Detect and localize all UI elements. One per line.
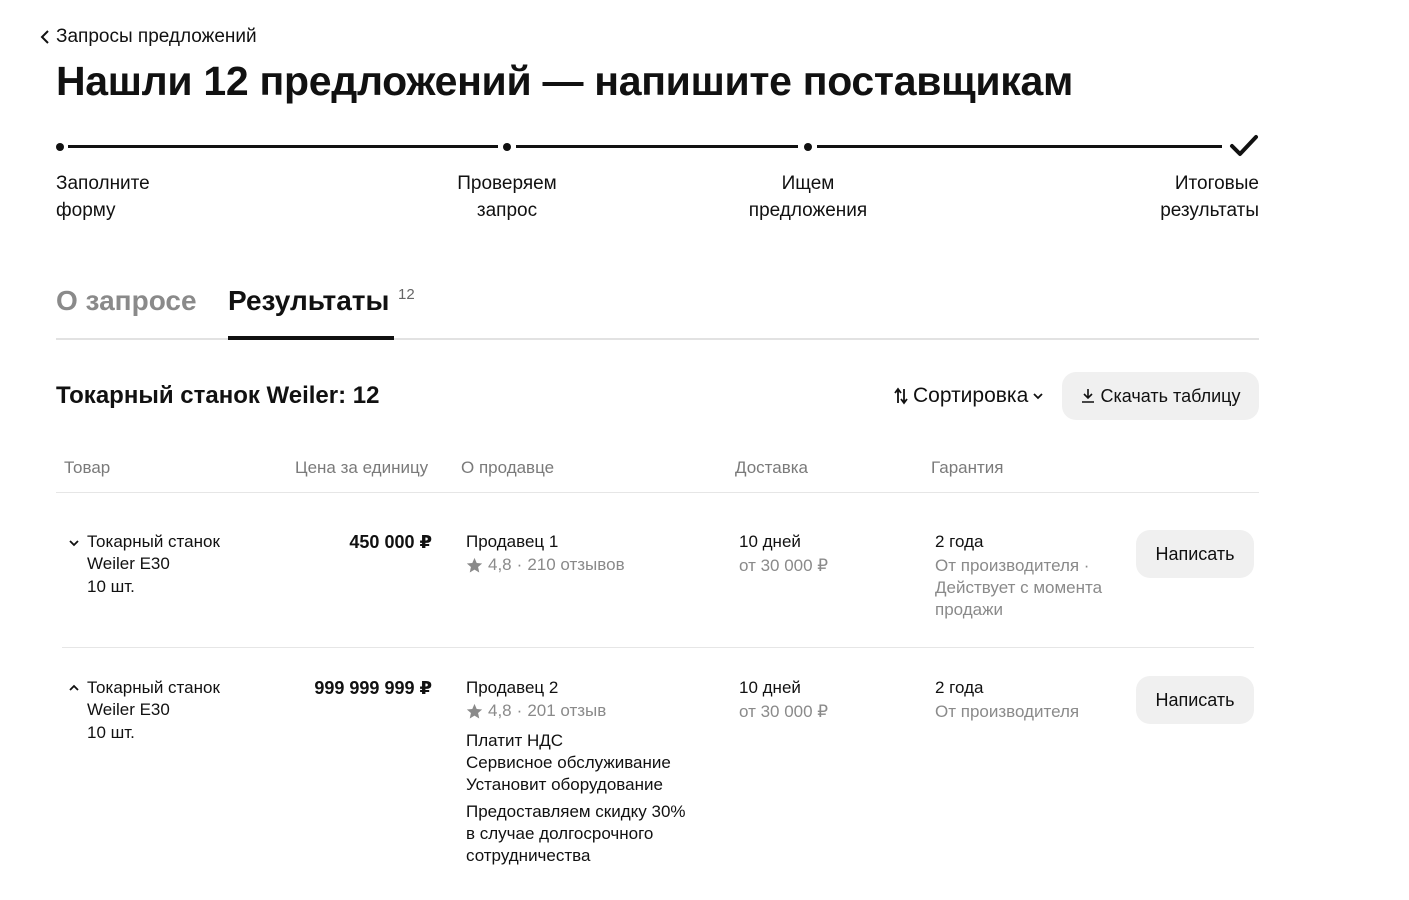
table-header-divider (56, 492, 1259, 493)
column-header-seller: О продавце (461, 458, 555, 477)
download-table-button[interactable] (1062, 372, 1259, 420)
chevron-up-icon[interactable] (68, 683, 80, 693)
write-seller-button[interactable]: Написать (1136, 676, 1254, 724)
reviews-count: 201 отзыв (527, 701, 607, 720)
active-tab-indicator (228, 336, 394, 340)
back-link[interactable] (40, 26, 257, 48)
step-dot-3 (804, 143, 812, 151)
step-dot-2 (503, 143, 511, 151)
step-line-1 (68, 145, 498, 148)
tab-results[interactable]: Результаты (228, 285, 390, 316)
unit-price: 450 000 ₽ (349, 532, 432, 552)
rating-value: 4,8 (488, 701, 512, 720)
tab-about-request[interactable]: О запросе (56, 285, 197, 316)
rating-separator: · (516, 555, 523, 574)
feature-item: Сервисное обслуживание (466, 753, 671, 772)
column-header-delivery: Доставка (735, 458, 809, 477)
seller-name[interactable]: Продавец 2 (466, 678, 559, 697)
rating-separator: · (516, 701, 523, 720)
delivery-days: 10 дней (739, 678, 801, 697)
row-divider (62, 647, 1254, 648)
product-quantity: 10 шт. (87, 577, 135, 596)
chevron-down-icon (1032, 391, 1044, 401)
warranty-details: От производителя (935, 702, 1080, 721)
sort-label: Сортировка (913, 384, 1029, 407)
product-name: Токарный станок Weiler E30 (87, 532, 220, 573)
chevron-down-icon[interactable] (68, 538, 80, 548)
rating-value: 4,8 (488, 555, 512, 574)
download-label: Скачать таблицу (1100, 385, 1241, 406)
column-header-warranty: Гарантия (931, 458, 1004, 477)
seller-name[interactable]: Продавец 1 (466, 532, 559, 551)
write-seller-button[interactable]: Написать (1136, 530, 1254, 578)
step-label-fill-form: Заполните форму (56, 173, 150, 221)
star-icon (466, 703, 483, 720)
warranty-term: 2 года (935, 678, 984, 697)
checkmark-icon (1229, 133, 1259, 159)
warranty-term: 2 года (935, 532, 984, 551)
column-header-product: Товар (64, 458, 111, 477)
seller-rating (466, 555, 625, 575)
product-group-title: Токарный станок Weiler: 12 (56, 382, 380, 409)
step-line-2 (516, 145, 798, 148)
step-label-results: Итоговые результаты (1160, 173, 1259, 221)
feature-item: Установит оборудование (466, 775, 663, 794)
back-link-label: Запросы предложений (56, 26, 257, 47)
column-header-price: Цена за единицу (295, 458, 429, 477)
delivery-days: 10 дней (739, 532, 801, 551)
tab-results-count: 12 (398, 286, 415, 303)
product-name: Токарный станок Weiler E30 (87, 678, 220, 719)
star-icon (466, 557, 483, 574)
reviews-count: 210 отзывов (527, 555, 625, 574)
product-quantity: 10 шт. (87, 723, 135, 742)
step-label-check-request: Проверяем запрос (457, 173, 557, 221)
sort-dropdown[interactable] (893, 384, 1044, 408)
page-title: Нашли 12 предложений — напишите поставщикам (56, 58, 1074, 104)
step-label-searching: Ищем предложения (748, 173, 868, 221)
chevron-left-icon (40, 29, 50, 45)
step-dot-1 (56, 143, 64, 151)
feature-item: Платит НДС (466, 731, 564, 750)
delivery-price: от 30 000 ₽ (739, 702, 829, 721)
step-line-3 (817, 145, 1222, 148)
seller-offer-note: Предоставляем скидку 30% в случае долгосрочного сотрудничества (466, 802, 686, 865)
unit-price: 999 999 999 ₽ (314, 678, 432, 698)
seller-rating (466, 701, 606, 721)
sort-arrows-icon (893, 387, 909, 405)
download-icon (1081, 388, 1095, 404)
warranty-details: От производителя · Действует с момента продажи (935, 556, 1103, 619)
seller-features (466, 730, 671, 796)
delivery-price: от 30 000 ₽ (739, 556, 829, 575)
